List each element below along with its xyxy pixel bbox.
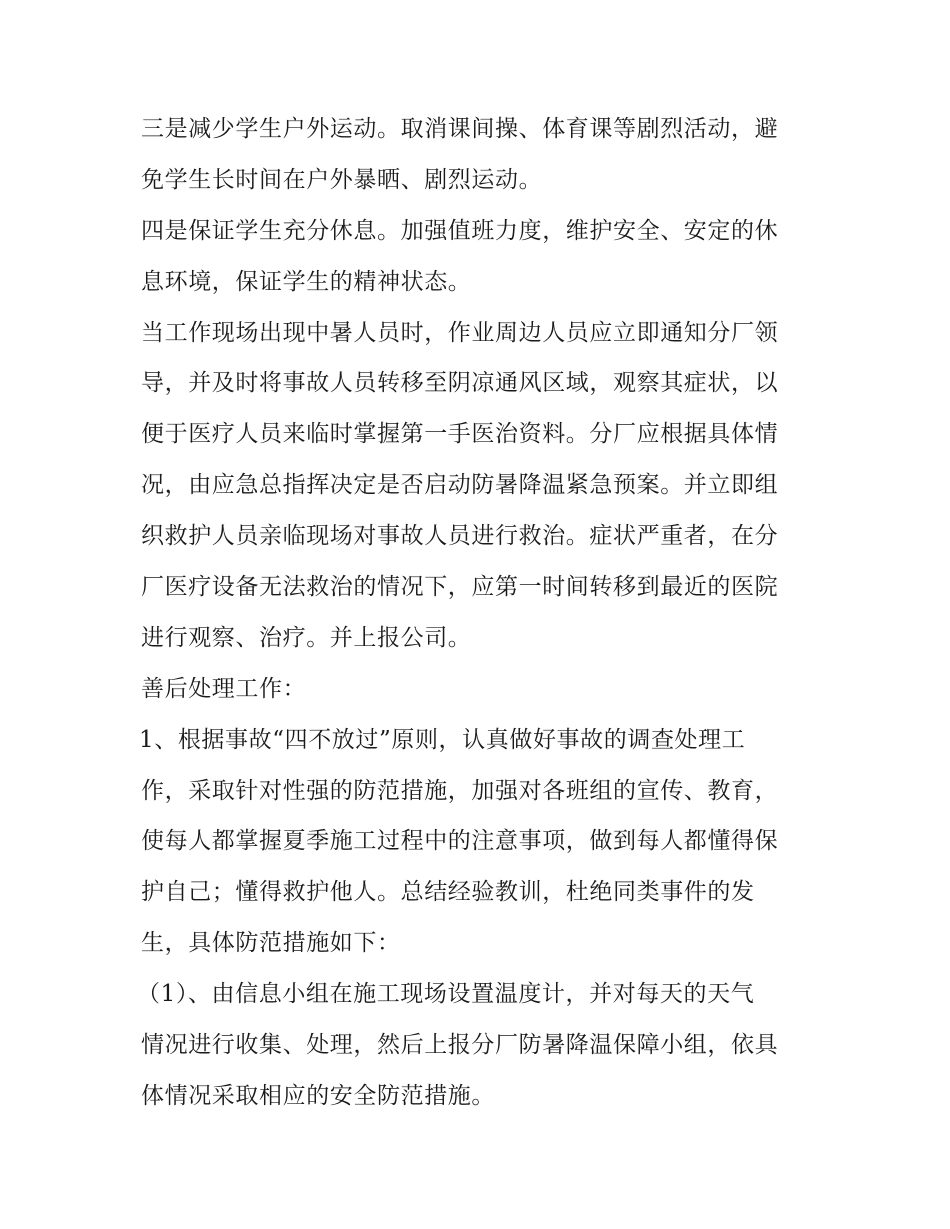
text-line: 作，采取针对性强的防范措施，加强对各班组的宣传、教育， (141, 777, 779, 804)
text-line: 生，具体防范措施如下： (141, 930, 401, 957)
text-line: 导，并及时将事故人员转移至阴凉通风区域，观察其症状，以 (141, 370, 779, 397)
text-line: 情况进行收集、处理，然后上报分厂防暑降温保障小组，依具 (141, 1032, 779, 1059)
text-line: 当工作现场出现中暑人员时，作业周边人员应立即通知分厂领 (141, 319, 779, 346)
text-line: 使每人都掌握夏季施工过程中的注意事项，做到每人都懂得保 (141, 828, 779, 855)
text-line: 便于医疗人员来临时掌握第一手医治资料。分厂应根据具体情 (141, 421, 779, 448)
text-line: 况，由应急总指挥决定是否启动防暑降温紧急预案。并立即组 (141, 472, 779, 499)
list-item-line: 1、根据事故“四不放过”原则，认真做好事故的调查处理工 (139, 726, 746, 753)
sub-item-line: （1）、由信息小组在施工现场设置温度计，并对每天的天气 (137, 981, 755, 1008)
text-line: 息环境，保证学生的精神状态。 (141, 268, 472, 295)
section-heading: 善后处理工作： (141, 675, 307, 702)
document-body (137, 104, 821, 1122)
text-line: 免学生长时间在户外暴晒、剧烈运动。 (141, 166, 543, 193)
text-line: 四是保证学生充分休息。加强值班力度，维护安全、安定的休 (141, 217, 779, 244)
text-line: 织救护人员亲临现场对事故人员进行救治。症状严重者，在分 (141, 523, 779, 550)
text-line: 护自己；懂得救护他人。总结经验教训，杜绝同类事件的发 (141, 879, 755, 906)
text-line: 三是减少学生户外运动。取消课间操、体育课等剧烈活动，避 (141, 116, 779, 142)
text-line: 体情况采取相应的安全防范措施。 (141, 1082, 495, 1109)
text-line: 厂医疗设备无法救治的情况下，应第一时间转移到最近的医院 (141, 574, 779, 601)
text-line: 进行观察、治疗。并上报公司。 (141, 624, 472, 651)
